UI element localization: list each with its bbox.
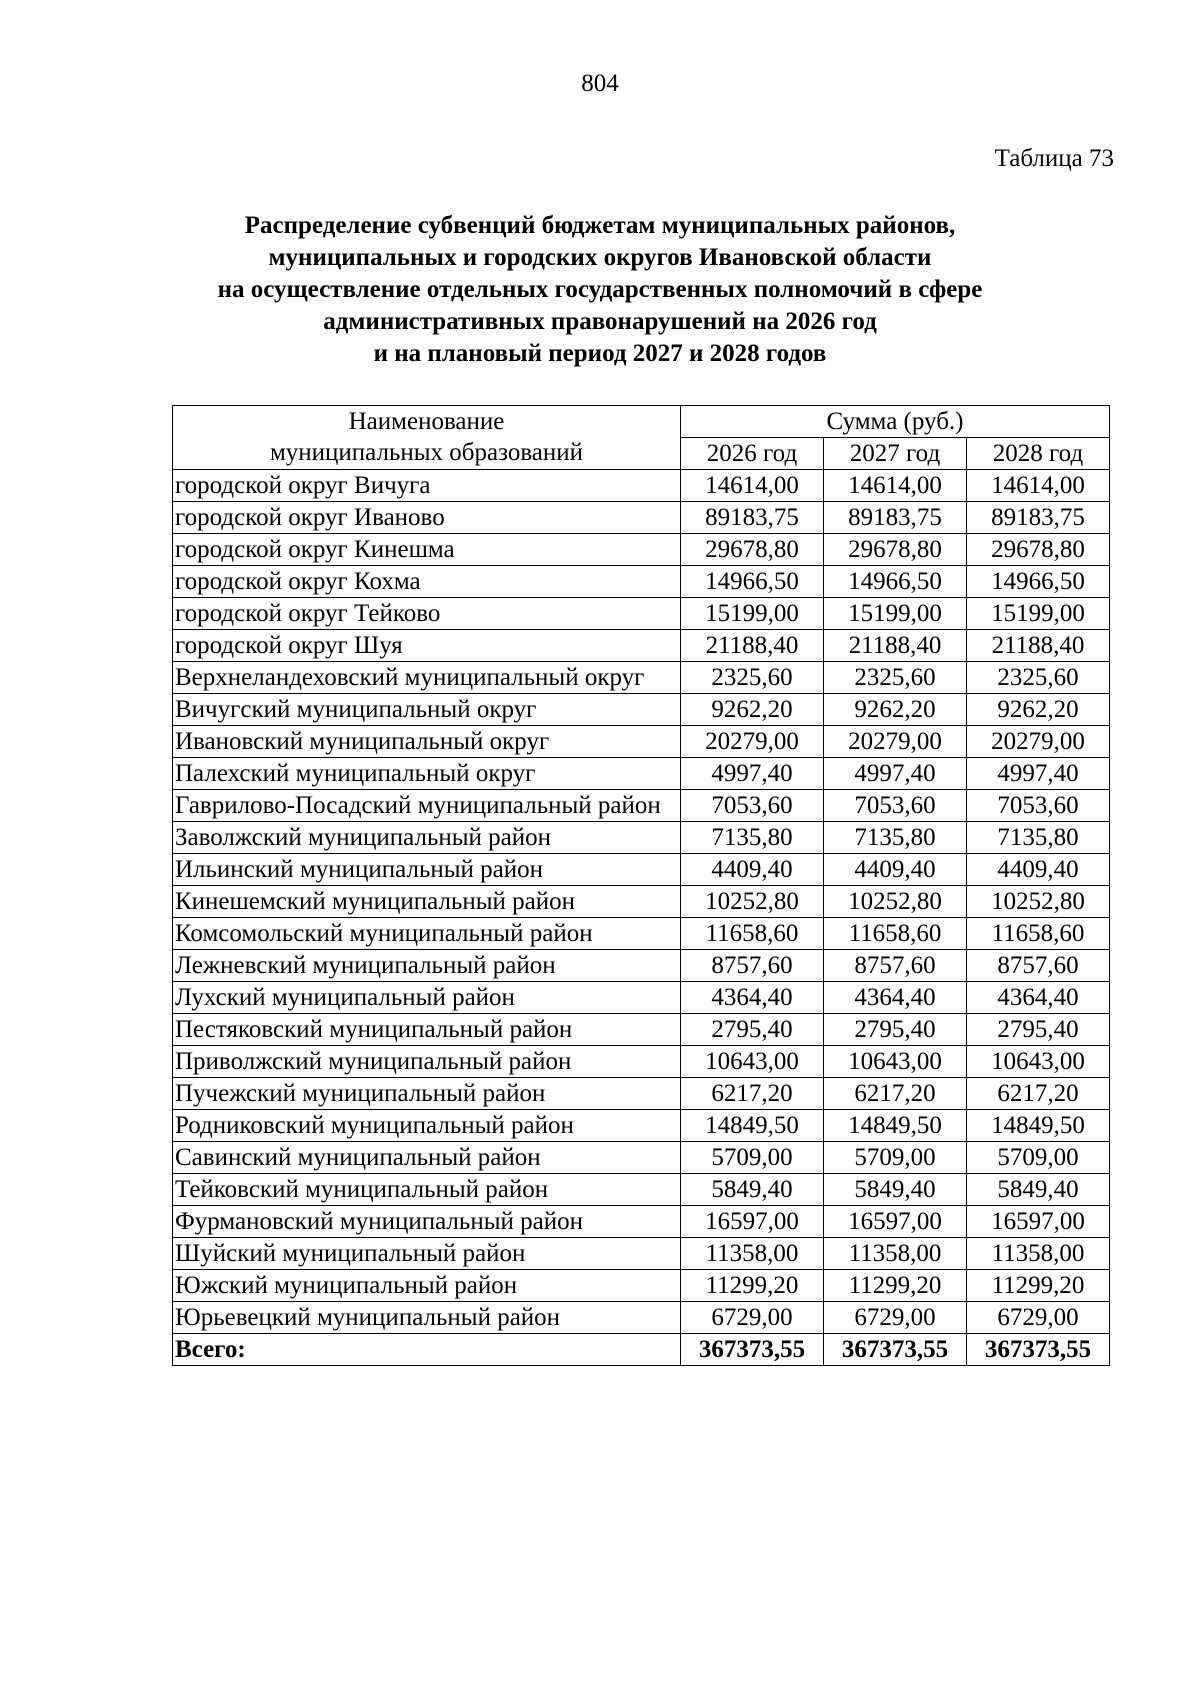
amount-2026: 14966,50	[681, 566, 824, 598]
municipality-name: Лежневский муниципальный район	[173, 950, 681, 982]
amount-2027: 16597,00	[824, 1206, 967, 1238]
amount-2027: 10252,80	[824, 886, 967, 918]
table-row	[173, 630, 1110, 662]
amount-2026: 5709,00	[681, 1142, 824, 1174]
name-header-line1: Наименование	[348, 408, 505, 435]
amount-2026: 5849,40	[681, 1174, 824, 1206]
amount-2028: 11658,60	[967, 918, 1110, 950]
municipality-name: Гаврилово-Посадский муниципальный район	[173, 790, 681, 822]
table-row	[173, 886, 1110, 918]
amount-2027: 5849,40	[824, 1174, 967, 1206]
table-row	[173, 822, 1110, 854]
municipality-name: Приволжский муниципальный район	[173, 1046, 681, 1078]
municipality-name: Пучежский муниципальный район	[173, 1078, 681, 1110]
year-header-2027: 2027 год	[824, 438, 967, 470]
amount-2026: 8757,60	[681, 950, 824, 982]
amount-2028: 2325,60	[967, 662, 1110, 694]
amount-2028: 5709,00	[967, 1142, 1110, 1174]
table-row	[173, 1302, 1110, 1334]
year-header-2026: 2026 год	[681, 438, 824, 470]
amount-2026: 4364,40	[681, 982, 824, 1014]
table-row	[173, 1238, 1110, 1270]
amount-2027: 15199,00	[824, 598, 967, 630]
amount-2026: 11299,20	[681, 1270, 824, 1302]
subvention-table	[172, 405, 1110, 1366]
table-row	[173, 566, 1110, 598]
amount-2026: 9262,20	[681, 694, 824, 726]
table-row	[173, 918, 1110, 950]
amount-2027: 4997,40	[824, 758, 967, 790]
name-column-header	[173, 406, 681, 470]
table-row	[173, 854, 1110, 886]
amount-2028: 5849,40	[967, 1174, 1110, 1206]
amount-2026: 367373,55	[681, 1334, 824, 1366]
municipality-name: Кинешемский муниципальный район	[173, 886, 681, 918]
amount-2028: 11358,00	[967, 1238, 1110, 1270]
amount-2028: 15199,00	[967, 598, 1110, 630]
table-body	[173, 470, 1110, 1366]
table-row	[173, 726, 1110, 758]
municipality-name: Шуйский муниципальный район	[173, 1238, 681, 1270]
name-header-line2: муниципальных образований	[269, 439, 584, 466]
title-line: муниципальных и городских округов Ивановской области	[268, 244, 932, 271]
table-row	[173, 758, 1110, 790]
amount-2026: 11658,60	[681, 918, 824, 950]
year-header-2028: 2028 год	[967, 438, 1110, 470]
amount-2028: 9262,20	[967, 694, 1110, 726]
amount-2026: 10252,80	[681, 886, 824, 918]
table-row	[173, 790, 1110, 822]
municipality-name: Южский муниципальный район	[173, 1270, 681, 1302]
municipality-name: Тейковский муниципальный район	[173, 1174, 681, 1206]
amount-2028: 4997,40	[967, 758, 1110, 790]
amount-2028: 20279,00	[967, 726, 1110, 758]
amount-2027: 2795,40	[824, 1014, 967, 1046]
amount-2028: 2795,40	[967, 1014, 1110, 1046]
amount-2026: 89183,75	[681, 502, 824, 534]
amount-2026: 4997,40	[681, 758, 824, 790]
amount-2028: 6217,20	[967, 1078, 1110, 1110]
municipality-name: городской округ Кохма	[173, 566, 681, 598]
amount-2027: 9262,20	[824, 694, 967, 726]
amount-2028: 7053,60	[967, 790, 1110, 822]
amount-2027: 10643,00	[824, 1046, 967, 1078]
amount-2028: 367373,55	[967, 1334, 1110, 1366]
table-row	[173, 1046, 1110, 1078]
amount-2028: 4364,40	[967, 982, 1110, 1014]
municipality-name: Пестяковский муниципальный район	[173, 1014, 681, 1046]
table-label: Таблица 73	[994, 145, 1114, 172]
municipality-name: Комсомольский муниципальный район	[173, 918, 681, 950]
page-number: 804	[581, 70, 619, 97]
amount-2027: 89183,75	[824, 502, 967, 534]
table-row	[173, 1142, 1110, 1174]
amount-2027: 7053,60	[824, 790, 967, 822]
title-line: и на плановый период 2027 и 2028 годов	[373, 340, 827, 367]
amount-2027: 11658,60	[824, 918, 967, 950]
sum-header: Сумма (руб.)	[681, 406, 1110, 438]
municipality-name: Вичугский муниципальный округ	[173, 694, 681, 726]
municipality-name: Лухский муниципальный район	[173, 982, 681, 1014]
total-label: Всего:	[173, 1334, 681, 1366]
amount-2027: 8757,60	[824, 950, 967, 982]
amount-2027: 6729,00	[824, 1302, 967, 1334]
document-title	[120, 210, 1080, 370]
amount-2028: 11299,20	[967, 1270, 1110, 1302]
amount-2028: 16597,00	[967, 1206, 1110, 1238]
table-row	[173, 534, 1110, 566]
amount-2026: 15199,00	[681, 598, 824, 630]
municipality-name: Савинский муниципальный район	[173, 1142, 681, 1174]
amount-2026: 10643,00	[681, 1046, 824, 1078]
table-row	[173, 694, 1110, 726]
amount-2026: 4409,40	[681, 854, 824, 886]
municipality-name: Родниковский муниципальный район	[173, 1110, 681, 1142]
table-row	[173, 1014, 1110, 1046]
amount-2028: 14614,00	[967, 470, 1110, 502]
table-row	[173, 598, 1110, 630]
amount-2026: 14614,00	[681, 470, 824, 502]
amount-2028: 10643,00	[967, 1046, 1110, 1078]
amount-2027: 14614,00	[824, 470, 967, 502]
municipality-name: Фурмановский муниципальный район	[173, 1206, 681, 1238]
amount-2027: 20279,00	[824, 726, 967, 758]
municipality-name: Заволжский муниципальный район	[173, 822, 681, 854]
table-row	[173, 1110, 1110, 1142]
amount-2028: 21188,40	[967, 630, 1110, 662]
table-row	[173, 470, 1110, 502]
table-row	[173, 950, 1110, 982]
amount-2028: 6729,00	[967, 1302, 1110, 1334]
amount-2026: 11358,00	[681, 1238, 824, 1270]
table-row	[173, 1078, 1110, 1110]
amount-2026: 16597,00	[681, 1206, 824, 1238]
amount-2027: 11358,00	[824, 1238, 967, 1270]
amount-2028: 10252,80	[967, 886, 1110, 918]
amount-2027: 367373,55	[824, 1334, 967, 1366]
amount-2028: 7135,80	[967, 822, 1110, 854]
amount-2026: 21188,40	[681, 630, 824, 662]
municipality-name: Верхнеландеховский муниципальный округ	[173, 662, 681, 694]
total-row	[173, 1334, 1110, 1366]
municipality-name: Ильинский муниципальный район	[173, 854, 681, 886]
amount-2026: 6729,00	[681, 1302, 824, 1334]
municipality-name: Юрьевецкий муниципальный район	[173, 1302, 681, 1334]
amount-2026: 14849,50	[681, 1110, 824, 1142]
amount-2028: 8757,60	[967, 950, 1110, 982]
amount-2027: 21188,40	[824, 630, 967, 662]
title-line: административных правонарушений на 2026 год	[323, 308, 877, 335]
amount-2028: 14966,50	[967, 566, 1110, 598]
amount-2027: 11299,20	[824, 1270, 967, 1302]
municipality-name: Палехский муниципальный округ	[173, 758, 681, 790]
title-line: Распределение субвенций бюджетам муниципальных районов,	[244, 212, 956, 239]
amount-2026: 2795,40	[681, 1014, 824, 1046]
municipality-name: городской округ Шуя	[173, 630, 681, 662]
table-row	[173, 502, 1110, 534]
municipality-name: городской округ Тейково	[173, 598, 681, 630]
table-row	[173, 1270, 1110, 1302]
amount-2027: 4409,40	[824, 854, 967, 886]
municipality-name: городской округ Иваново	[173, 502, 681, 534]
municipality-name: городской округ Кинешма	[173, 534, 681, 566]
amount-2027: 7135,80	[824, 822, 967, 854]
amount-2028: 89183,75	[967, 502, 1110, 534]
amount-2027: 14849,50	[824, 1110, 967, 1142]
amount-2027: 5709,00	[824, 1142, 967, 1174]
table-row	[173, 1174, 1110, 1206]
amount-2027: 29678,80	[824, 534, 967, 566]
title-line: на осуществление отдельных государственных полномочий в сфере	[217, 276, 983, 303]
municipality-name: Ивановский муниципальный округ	[173, 726, 681, 758]
amount-2028: 4409,40	[967, 854, 1110, 886]
amount-2026: 6217,20	[681, 1078, 824, 1110]
amount-2027: 4364,40	[824, 982, 967, 1014]
amount-2027: 6217,20	[824, 1078, 967, 1110]
amount-2026: 7053,60	[681, 790, 824, 822]
table-row	[173, 1206, 1110, 1238]
amount-2028: 29678,80	[967, 534, 1110, 566]
amount-2026: 7135,80	[681, 822, 824, 854]
amount-2026: 2325,60	[681, 662, 824, 694]
amount-2026: 20279,00	[681, 726, 824, 758]
amount-2028: 14849,50	[967, 1110, 1110, 1142]
municipality-name: городской округ Вичуга	[173, 470, 681, 502]
amount-2027: 2325,60	[824, 662, 967, 694]
amount-2027: 14966,50	[824, 566, 967, 598]
table-row	[173, 982, 1110, 1014]
table-row	[173, 662, 1110, 694]
amount-2026: 29678,80	[681, 534, 824, 566]
